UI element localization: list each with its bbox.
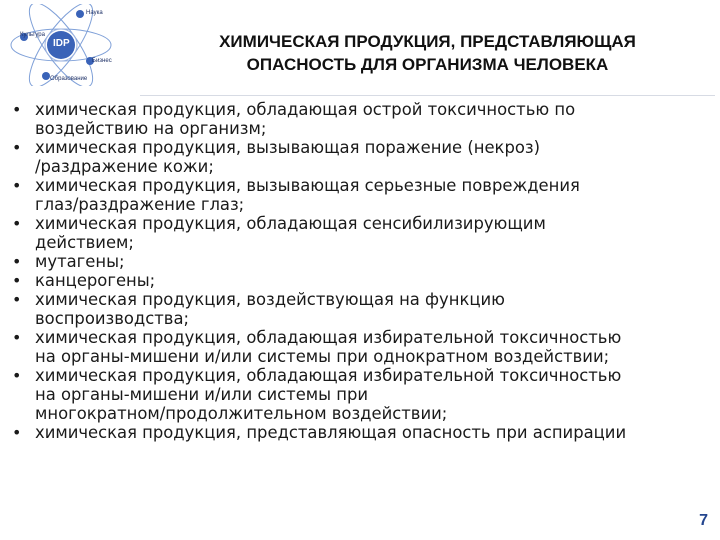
list-item-line: на органы-мишени и/или системы при [35,385,369,404]
header-divider [140,95,715,96]
list-item-line: многократном/продолжительном воздействии; [35,404,448,423]
list-item-line: глаз/раздражение глаз; [35,195,245,214]
list-item [10,138,712,176]
logo-label-business: Бизнес [92,58,112,64]
bullet-icon: • [12,271,22,290]
list-item-line: канцерогены; [35,271,156,290]
list-item [10,271,712,290]
list-item [10,252,712,271]
bullet-icon: • [12,138,22,157]
logo-label-education: Образование [50,76,88,82]
list-item-line: химическая продукция, представляющая опасность при аспирации [35,423,627,442]
logo-label-science: Наука [86,10,103,16]
bullet-icon: • [12,366,22,385]
page-title-line-2: ОПАСНОСТЬ ДЛЯ ОРГАНИЗМА ЧЕЛОВЕКА [246,55,609,74]
list-item [10,100,712,138]
list-item [10,328,712,366]
bullet-icon: • [12,176,22,195]
list-item-line: воздействию на организм; [35,119,267,138]
logo-label-culture: Культура [20,32,45,38]
list-item-line: химическая продукция, обладающая избирательной токсичностью [35,366,622,385]
page-title [150,30,705,76]
list-item-line: химическая продукция, обладающая острой токсичностью по [35,100,576,119]
list-item-line: действием; [35,233,134,252]
bullet-icon: • [12,328,22,347]
bullet-icon: • [12,252,22,271]
list-item-line: воспроизводства; [35,309,190,328]
list-item [10,290,712,328]
bullet-icon: • [12,100,22,119]
list-item [10,423,712,442]
logo-center-text: IDP [53,38,70,49]
list-item-line: /раздражение кожи; [35,157,214,176]
bullet-icon: • [12,290,22,309]
list-item [10,214,712,252]
list-item-line: мутагены; [35,252,125,271]
bullet-icon: • [12,214,22,233]
bullet-icon: • [12,423,22,442]
page-title-line-1: ХИМИЧЕСКАЯ ПРОДУКЦИЯ, ПРЕДСТАВЛЯЮЩАЯ [219,32,636,51]
logo [6,4,126,86]
list-item-line: химическая продукция, обладающая избирательной токсичностью [35,328,622,347]
list-item-line: химическая продукция, вызывающая серьезные повреждения [35,176,580,195]
list-item [10,366,712,423]
hazard-list [10,100,712,442]
list-item-line: химическая продукция, вызывающая поражение (некроз) [35,138,540,157]
page-number: 7 [699,512,708,529]
list-item-line: на органы-мишени и/или системы при однократном воздействии; [35,347,610,366]
list-item-line: химическая продукция, воздействующая на функцию [35,290,505,309]
list-item-line: химическая продукция, обладающая сенсибилизирующим [35,214,546,233]
list-item [10,176,712,214]
